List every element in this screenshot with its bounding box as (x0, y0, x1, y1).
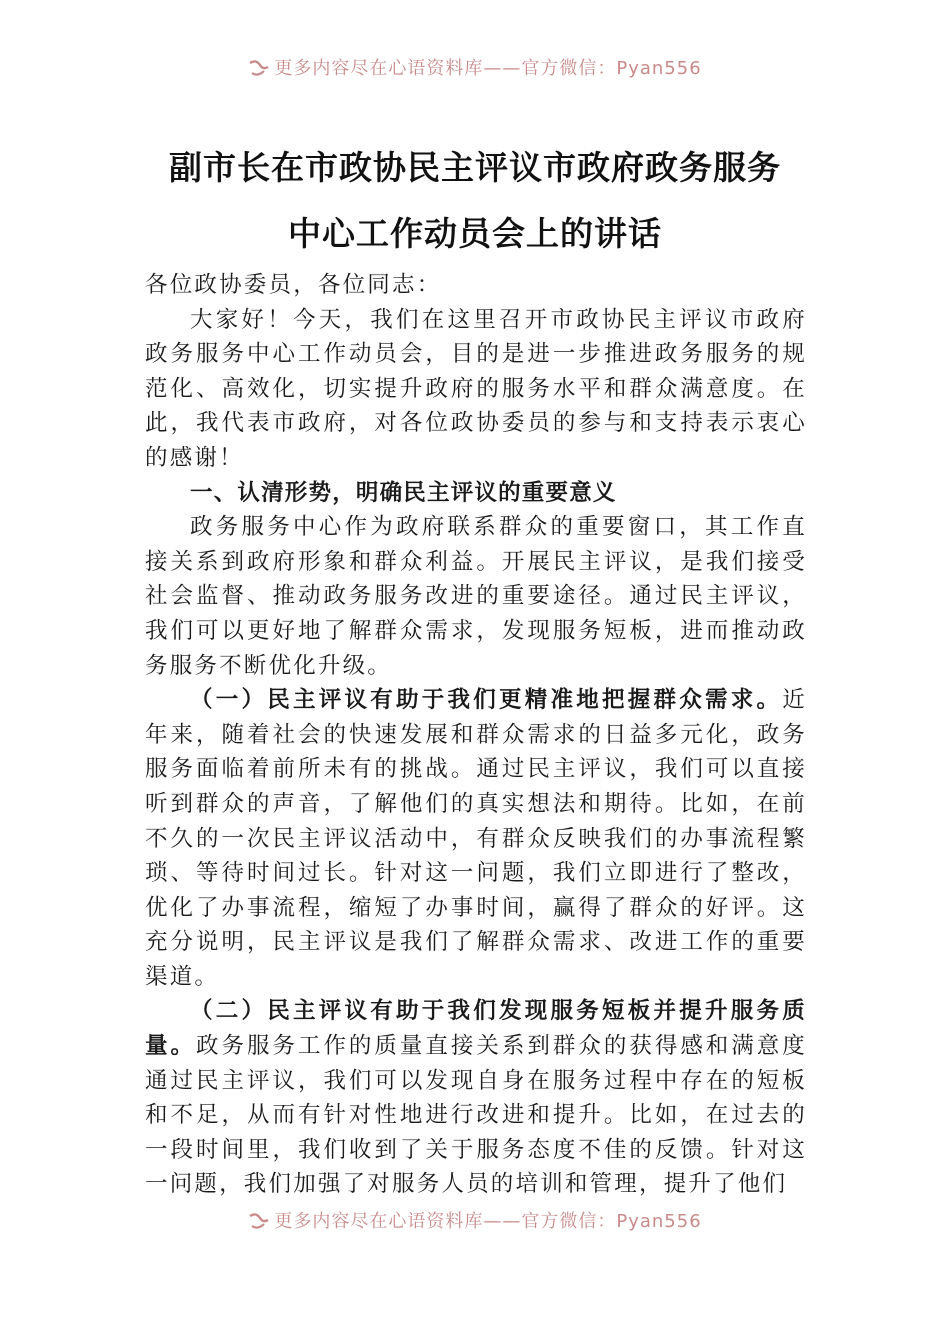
subsection-2-heading: （二）民主评议有助于我们发现服务短板并提升服务质量。 (145, 998, 807, 1060)
subsection-1-body: 近年来，随着社会的快速发展和群众需求的日益多元化，政务服务面临着前所未有的挑战。通过民主评议，我们可以直接听到群众的声音，了解他们的真实想法和期待。比如，在前不久的一次民主评议活动中，有群众反映我们的办事流程繁琐、等待时间过长。针对这一问题，我们立即进行了整改，优化了办事流程，缩短了办事时间，赢得了群众的好评。这充分说明，民主评议是我们了解群众需求、改进工作的重要渠道。 (145, 687, 807, 990)
watermark-text: 更多内容尽在心语资料库——官方微信：Pyan556 (274, 58, 702, 79)
subsection-2-body: 政务服务工作的质量直接关系到群众的获得感和满意度通过民主评议，我们可以发现自身在服务过程中存在的短板和不足，从而有针对性地进行改进和提升。比如，在过去的一段时间里，我们收到了关于服务态度不佳的反馈。针对这一问题，我们加强了对服务人员的培训和管理，提升了他们 (145, 1033, 807, 1198)
subsection-2 (145, 994, 807, 1202)
section-heading-1: 一、认清形势，明确民主评议的重要意义 (190, 479, 617, 506)
watermark-text: 更多内容尽在心语资料库——官方微信：Pyan556 (274, 1211, 702, 1232)
subsection-1-heading: （一）民主评议有助于我们更精准地把握群众需求。 (190, 687, 783, 714)
document-body (145, 268, 807, 1202)
document-title-line2: 中心工作动员会上的讲话 (288, 214, 662, 253)
document-title-line1: 副市长在市政协民主评议市政府政务服务 (169, 148, 781, 187)
watermark-footer (0, 1209, 950, 1235)
salutation: 各位政协委员，各位同志： (145, 272, 442, 298)
watermark-header (0, 56, 950, 82)
subsection-1 (145, 683, 807, 994)
brand-logo-icon (248, 1212, 270, 1230)
paragraph-section-1: 政务服务中心作为政府联系群众的重要窗口，其工作直接关系到政府形象和群众利益。开展民主评议，是我们接受社会监督、推动政务服务改进的重要途径。通过民主评议，我们可以更好地了解群众需求，发现服务短板，进而推动政务服务不断优化升级。 (145, 514, 807, 679)
paragraph-opening: 大家好！今天，我们在这里召开市政协民主评议市政府政务服务中心工作动员会，目的是进一步推进政务服务的规范化、高效化，切实提升政府的服务水平和群众满意度。在此，我代表市政府，对各位政协委员的参与和支持表示衷心的感谢！ (145, 306, 807, 471)
brand-logo-icon (248, 59, 270, 77)
